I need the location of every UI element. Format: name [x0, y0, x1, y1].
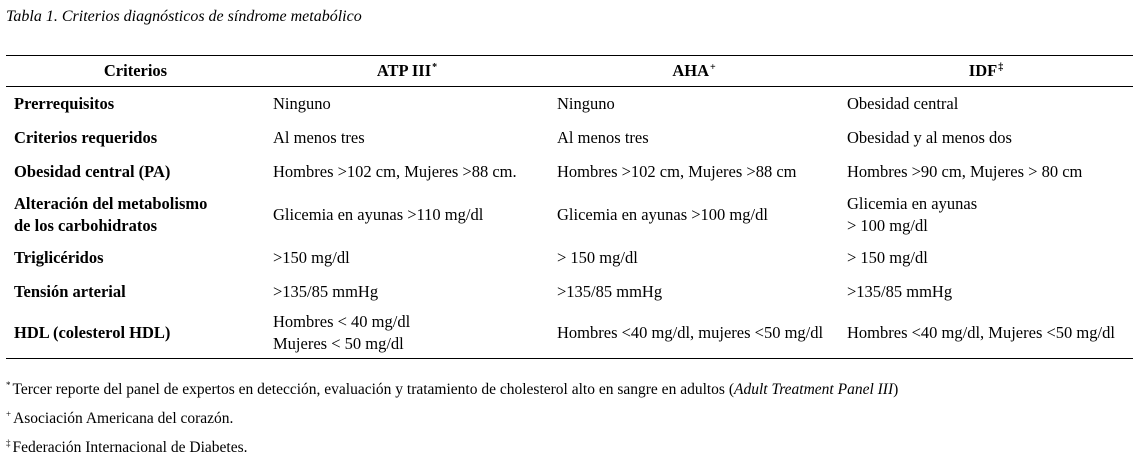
cell-line: Mujeres < 50 mg/dl — [273, 334, 404, 354]
table-row — [6, 87, 1133, 121]
footnote-text: Federación Internacional de Diabetes. — [12, 439, 248, 456]
cell-line: Hombres < 40 mg/dl — [273, 312, 411, 332]
row-label-line: de los carbohidratos — [14, 215, 158, 235]
table-header — [6, 56, 1133, 87]
header-row — [6, 56, 1133, 87]
cell-idf — [839, 189, 1133, 241]
cell-aha: >135/85 mmHg — [557, 281, 663, 301]
footnote-text: Asociación Americana del corazón. — [13, 410, 234, 427]
header-aha: AHA+ — [549, 56, 839, 87]
footnote-em: Adult Treatment Panel III — [734, 381, 894, 398]
row-label: Prerrequisitos — [14, 93, 115, 113]
cell-atp: Ninguno — [273, 93, 331, 113]
footnotes — [6, 373, 898, 460]
cell-atp: Glicemia en ayunas >110 mg/dl — [273, 204, 484, 224]
cell-idf: > 150 mg/dl — [847, 247, 928, 267]
cell-idf: Hombres <40 mg/dl, Mujeres <50 mg/dl — [839, 309, 1133, 359]
table-row — [6, 189, 1133, 241]
table-row — [6, 241, 1133, 275]
cell-aha: Al menos tres — [557, 127, 649, 147]
row-label: HDL (colesterol HDL) — [6, 309, 265, 359]
cell-aha: Glicemia en ayunas >100 mg/dl — [557, 204, 768, 224]
table-row — [6, 275, 1133, 309]
table-row — [6, 309, 1133, 359]
row-label-line: Alteración del metabolismo — [14, 193, 208, 213]
footnote-aha — [6, 402, 898, 431]
cell-atp: >150 mg/dl — [273, 247, 350, 267]
header-atp-iii: ATP III* — [265, 56, 549, 87]
cell-line: > 100 mg/dl — [847, 215, 928, 235]
footnote-tail: ) — [893, 381, 899, 398]
cell-atp: Al menos tres — [273, 127, 365, 147]
cell-aha: Hombres >102 cm, Mujeres >88 cm — [557, 161, 797, 181]
header-atp-mark: * — [432, 62, 438, 73]
cell-idf: Obesidad central — [847, 93, 959, 113]
cell-idf: Obesidad y al menos dos — [847, 127, 1012, 147]
table-body — [6, 87, 1133, 359]
row-label: Triglicéridos — [14, 247, 104, 267]
header-aha-mark: + — [709, 62, 716, 73]
row-label: Criterios requeridos — [14, 127, 158, 147]
cell-idf: Hombres >90 cm, Mujeres > 80 cm — [847, 161, 1083, 181]
cell-aha: > 150 mg/dl — [557, 247, 638, 267]
cell-line: Glicemia en ayunas — [847, 193, 978, 213]
header-idf: IDF‡ — [839, 56, 1133, 87]
cell-atp: >135/85 mmHg — [273, 281, 379, 301]
table-row — [6, 155, 1133, 189]
header-idf-mark: ‡ — [998, 62, 1004, 73]
row-label: Tensión arterial — [14, 281, 126, 301]
footnote-atp — [6, 373, 898, 402]
footnote-text: Tercer reporte del panel de expertos en detección, evaluación y tratamiento de cholesterol alto en sangre en adultos ( — [12, 381, 734, 398]
footnote-mark: * — [6, 380, 11, 390]
criteria-table — [6, 55, 1133, 359]
cell-atp: Hombres >102 cm, Mujeres >88 cm. — [273, 161, 517, 181]
caption-text: Criterios diagnósticos de síndrome metabólico — [61, 8, 362, 25]
header-criterios: Criterios — [6, 56, 265, 87]
table-caption — [6, 8, 362, 26]
row-label — [6, 189, 265, 241]
cell-atp — [265, 309, 549, 359]
footnote-mark: + — [6, 409, 12, 419]
row-label: Obesidad central (PA) — [14, 161, 171, 181]
table-row — [6, 121, 1133, 155]
footnote-mark: ‡ — [6, 438, 11, 448]
cell-aha: Hombres <40 mg/dl, mujeres <50 mg/dl — [549, 309, 839, 359]
cell-idf: >135/85 mmHg — [847, 281, 953, 301]
caption-label: Tabla 1. — [6, 8, 58, 25]
cell-aha: Ninguno — [557, 93, 615, 113]
